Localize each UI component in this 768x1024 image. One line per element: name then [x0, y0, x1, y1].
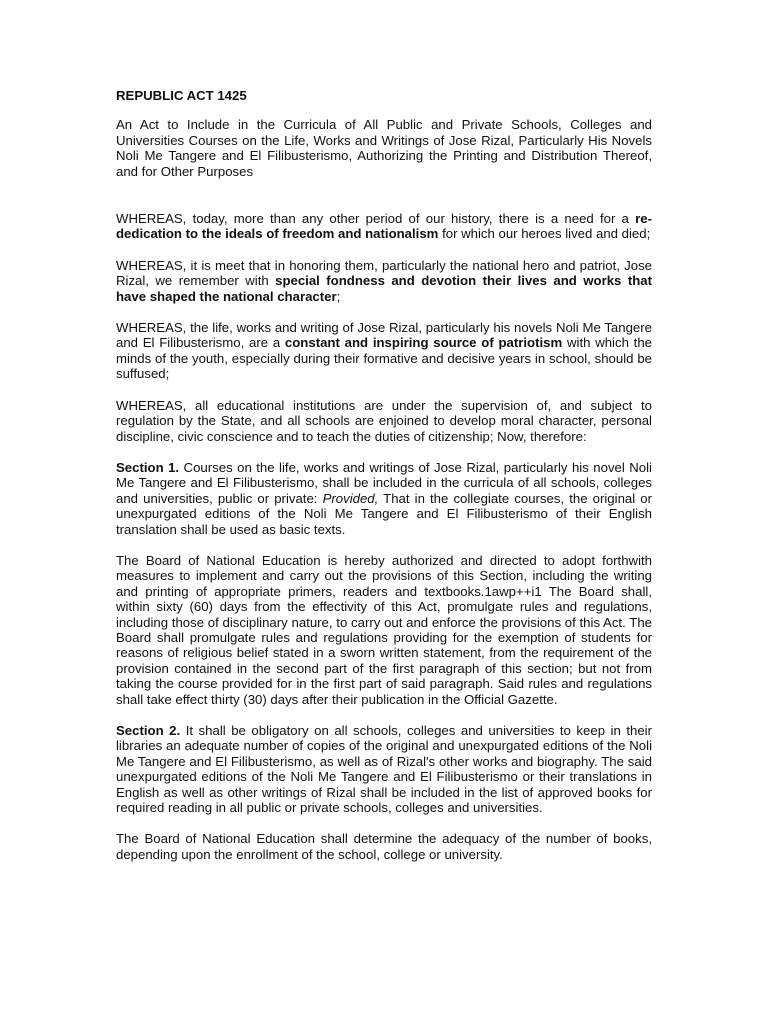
section-1 — [116, 460, 652, 537]
whereas-clause-3 — [116, 320, 652, 382]
whereas-clause-4: WHEREAS, all educational institutions are under the supervision of, and subject to regulation by the State, and all schools are enjoined to develop moral character, personal discipline, civic conscience and to teach the duties of citizenship; Now, therefore: — [116, 397, 652, 444]
section-2-text: It shall be obligatory on all schools, colleges and universities to keep in their libraries an adequate number of copies of the original and unexpurgated editions of the Noli Me Tangere and El Filibusterismo, as well as of Rizal's other works and biography. The said unexpurgated editions of the Noli Me Tangere and El Filibusterismo or their translations in English as well as other writings of Rizal shall be included in the list of approved books for required reading in all public or private schools, colleges and universities. — [116, 723, 653, 816]
document-title: REPUBLIC ACT 1425 — [116, 88, 247, 103]
whereas-3-tail: with which the minds of the youth, especially during their formative and decisive years in school, should be suffused; — [116, 335, 653, 382]
section-1-proviso: Provided, — [322, 490, 379, 506]
section-2 — [116, 723, 652, 815]
whereas-1-emphasis: re-dedication to the ideals of freedom and nationalism — [116, 211, 652, 242]
section-2-label: Section 2. — [116, 723, 181, 738]
whereas-2-emphasis: special fondness and devotion their lives and works that have shaped the national character — [116, 273, 652, 304]
whereas-1-tail: for which our heroes lived and died; — [438, 226, 651, 242]
act-subtitle: An Act to Include in the Curricula of All Public and Private Schools, Colleges and Universities Courses on the Life, Works and Writings of Jose Rizal, Particularly His Novels Noli Me Tangere and El Filibusterismo, Authorizing the Printing and Distribution Thereof, and for Other Purposes — [116, 117, 652, 179]
board-paragraph-2: The Board of National Education shall determine the adequacy of the number of books, depending upon the enrollment of the school, college or university. — [116, 831, 652, 862]
section-1-text: Courses on the life, works and writings of Jose Rizal, particularly his novel Noli Me Tangere and El Filibusterismo, shall be included in the curricula of all schools, colleges and universities, public or private: — [116, 459, 652, 506]
section-1-label: Section 1. — [116, 459, 180, 475]
whereas-2-text: WHEREAS, it is meet that in honoring them, particularly the national hero and patriot, Jose Rizal, we remember with — [116, 257, 652, 289]
whereas-1-text: WHEREAS, today, more than any other period of our history, there is a need for a — [116, 211, 636, 227]
whereas-3-text: WHEREAS, the life, works and writing of Jose Rizal, particularly his novels Noli Me Tangere and El Filibusterismo, are a — [116, 320, 652, 351]
section-1-tail: That in the collegiate courses, the original or unexpurgated editions of the Noli Me Tangere and El Filibusterismo of their English translation shall be used as basic texts. — [116, 490, 652, 537]
whereas-3-emphasis: constant and inspiring source of patriotism — [284, 335, 563, 351]
board-paragraph-1: The Board of National Education is hereby authorized and directed to adopt forthwith measures to implement and carry out the provisions of this Section, including the writing and printing of appropriate primers, readers and textbooks.1awp++i1 The Board shall, within sixty (60) days from the effectivity of this Act, promulgate rules and regulations, including those of disciplinary nature, to carry out and enforce the provisions of this Act. The Board shall promulgate rules and regulations providing for the exemption of students for reasons of religious belief stated in a sworn written statement, from the requirement of the provision contained in the second part of the first paragraph of this section; but not from taking the course provided for in the first part of said paragraph. Said rules and regulations shall take effect thirty (30) days after their publication in the Official Gazette. — [116, 552, 652, 707]
whereas-clause-1 — [116, 211, 652, 242]
whereas-2-tail: ; — [336, 288, 341, 304]
whereas-clause-2 — [116, 258, 652, 304]
document-page — [116, 88, 652, 878]
